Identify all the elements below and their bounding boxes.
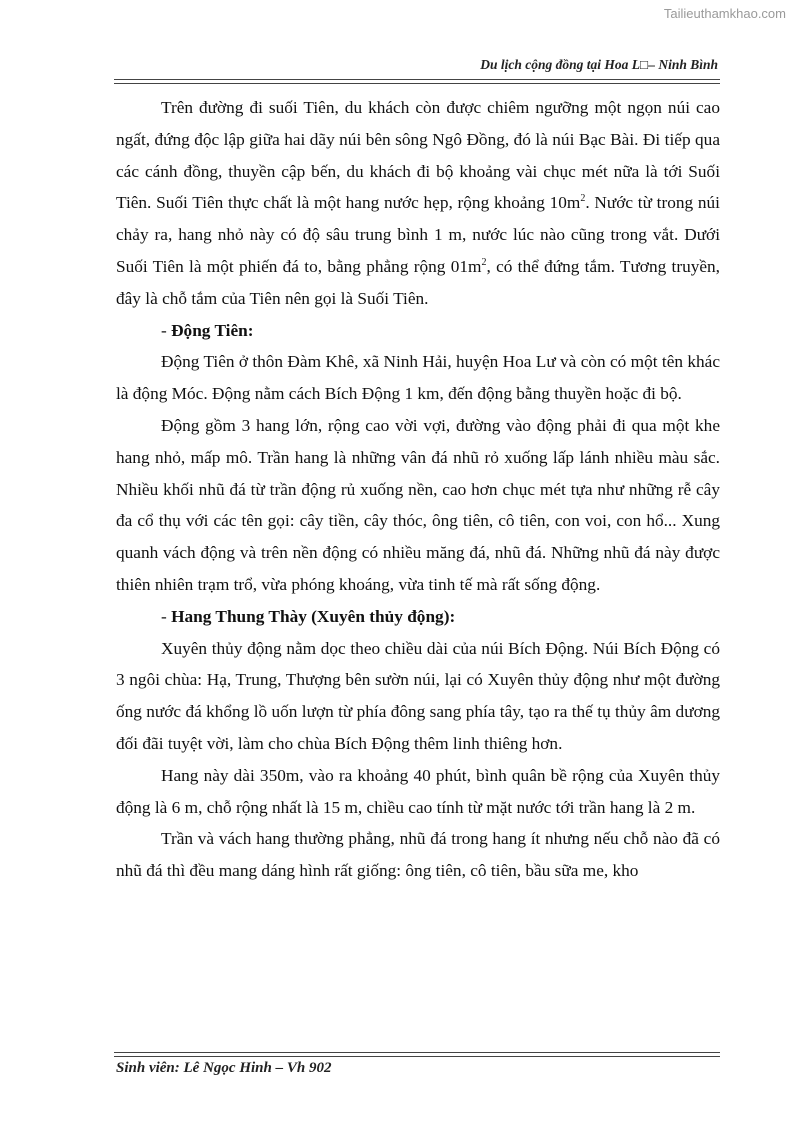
- paragraph-dong-tien-location: Động Tiên ở thôn Đàm Khê, xã Ninh Hải, huyện Hoa Lư và còn có một tên khác là động Móc. Động nằm cách Bích Động 1 km, đến động bằng thuyền hoặc đi bộ.: [116, 352, 720, 404]
- paragraph-xuyen-thuy-dong: Xuyên thủy động nằm dọc theo chiều dài của núi Bích Động. Núi Bích Động có 3 ngôi chùa: Hạ, Trung, Thượng bên sườn núi, lại có Xuyên thủy động như một đường ống nước đá khổng lồ uốn lượn từ phía đông sang phía tây, tạo ra thế tụ thủy âm dương đối đãi tuyệt vời, làm cho chùa Bích Động thêm linh thiêng hơn.: [116, 638, 720, 753]
- section-heading-dong-tien: [116, 315, 720, 347]
- heading-dash: -: [161, 320, 172, 340]
- footer-author: Sinh viên: Lê Ngọc Hinh – Vh 902: [116, 1060, 332, 1076]
- page-body: [116, 92, 720, 887]
- heading-dash: -: [161, 606, 172, 626]
- paragraph-suoi-tien: [116, 92, 720, 315]
- footer-rule: [114, 1052, 720, 1057]
- paragraph-text: . Nước từ trong núi chảy ra, hang nhỏ này có độ sâu trung bình 1 m, nước lúc nào cũng trong vắt. Dưới Suối Tiên là một phiến đá to, bằng phẳng rộng 01m: [116, 193, 720, 276]
- running-header: Du lịch cộng đồng tại Hoa L□– Ninh Bình: [480, 57, 718, 72]
- paragraph-hang-dimensions: Hang này dài 350m, vào ra khoảng 40 phút, bình quân bề rộng của Xuyên thủy động là 6 m, chỗ rộng nhất là 15 m, chiều cao tính từ mặt nước tới trần hang là 2 m.: [116, 765, 720, 817]
- paragraph-hang-ceiling: Trần và vách hang thường phẳng, nhũ đá trong hang ít nhưng nếu chỗ nào đã có nhũ đá thì đều mang dáng hình rất giống: ông tiên, cô tiên, bầu sữa me, kho: [116, 829, 720, 881]
- heading-title: Hang Thung Thày (Xuyên thủy động):: [171, 606, 456, 626]
- paragraph-dong-tien-description: Động gồm 3 hang lớn, rộng cao vời vợi, đường vào động phải đi qua một khe hang nhỏ, mấp mô. Trần hang là những vân đá nhũ rỏ xuống lấp lánh nhiều màu sắc. Nhiều khối nhũ đá từ trần động rủ xuống nền, cao hơn chục mét tựa như những rễ cây đa cổ thụ với các tên gọi: cây tiền, cây thóc, ông tiên, cô tiên, con voi, con hổ... Xung quanh vách động và trên nền động có nhiều măng đá, nhũ đá. Những nhũ đá này được thiên nhiên trạm trổ, vừa phóng khoáng, vừa tinh tế mà rất sống động.: [116, 415, 720, 594]
- watermark: Tailieuthamkhao.com: [663, 6, 786, 21]
- superscript: 2: [580, 193, 586, 205]
- paragraph-text: Trên đường đi suối Tiên, du khách còn được chiêm ngưỡng một ngọn núi cao ngất, đứng độc lập giữa hai dãy núi bên sông Ngô Đồng, đó là núi Bạc Bài. Đi tiếp qua các cánh đồng, thuyền cập bến, du khách đi bộ khoảng vài chục mét nữa là tới Suối Tiên. Suối Tiên thực chất là một hang nước hẹp, rộng khoảng 10m: [116, 98, 720, 213]
- paragraph-text: , có thể đứng tắm. Tương truyền, đây là chỗ tắm của Tiên nên gọi là Suối Tiên.: [116, 256, 720, 308]
- superscript: 2: [481, 257, 487, 269]
- section-heading-hang-thung-thay: [116, 601, 720, 633]
- header-rule: [114, 79, 720, 84]
- heading-title: Động Tiên:: [171, 320, 254, 340]
